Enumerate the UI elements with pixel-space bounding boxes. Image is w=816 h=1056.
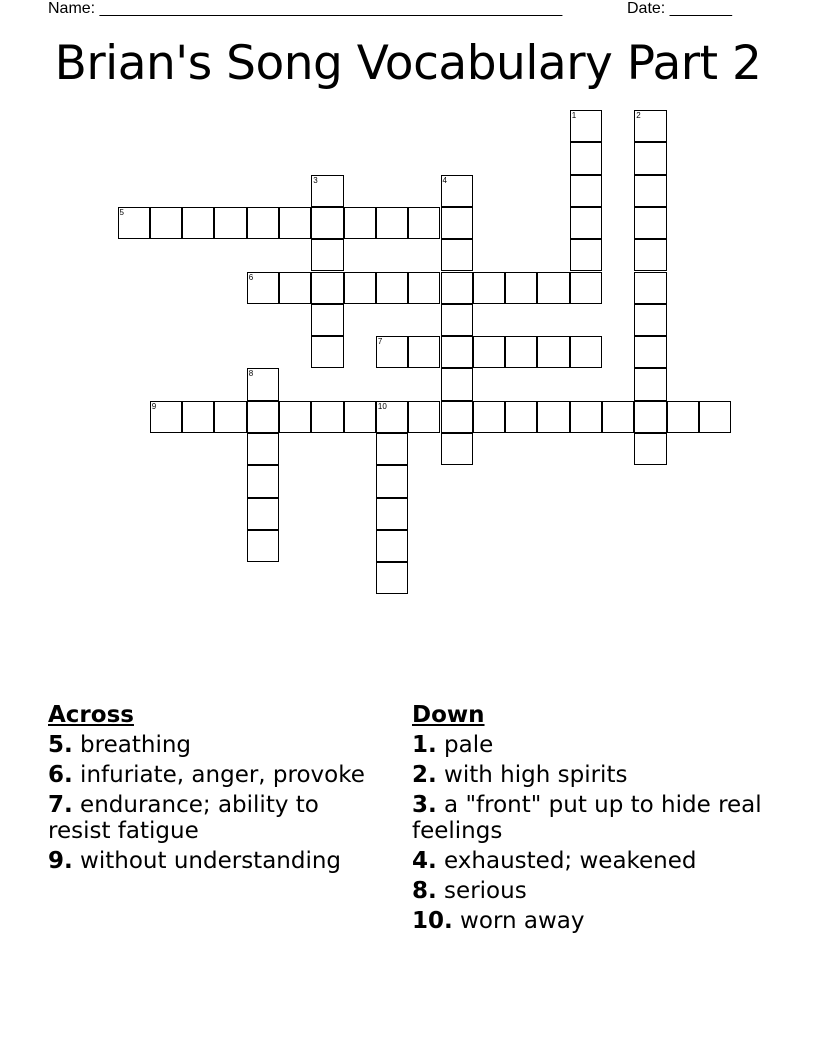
clue-number: 6. bbox=[48, 762, 73, 788]
clue-text: infuriate, anger, provoke bbox=[72, 762, 365, 788]
grid-cell[interactable] bbox=[376, 498, 408, 530]
grid-cell[interactable] bbox=[279, 401, 311, 433]
clue-number-label: 6 bbox=[248, 272, 254, 282]
grid-cell[interactable] bbox=[634, 401, 666, 433]
grid-cell[interactable] bbox=[441, 239, 473, 271]
clue-number-label: 4 bbox=[442, 175, 447, 185]
grid-cell[interactable] bbox=[311, 239, 343, 271]
grid-cell[interactable] bbox=[182, 207, 214, 239]
grid-cell[interactable] bbox=[441, 207, 473, 239]
grid-cell[interactable] bbox=[699, 401, 731, 433]
clue-text: serious bbox=[436, 878, 527, 904]
clue-number: 1. bbox=[412, 732, 437, 758]
grid-cell[interactable] bbox=[408, 207, 440, 239]
grid-cell[interactable] bbox=[150, 401, 182, 433]
grid-cell[interactable] bbox=[182, 401, 214, 433]
grid-cell[interactable] bbox=[570, 401, 602, 433]
down-clue bbox=[412, 878, 772, 904]
grid-cell[interactable] bbox=[344, 207, 376, 239]
clue-number: 4. bbox=[412, 848, 437, 874]
grid-cell[interactable] bbox=[247, 401, 279, 433]
down-clue bbox=[412, 732, 772, 758]
across-clues bbox=[48, 702, 388, 878]
grid-cell[interactable] bbox=[214, 207, 246, 239]
grid-cell[interactable] bbox=[311, 304, 343, 336]
grid-cell[interactable] bbox=[376, 530, 408, 562]
grid-cell[interactable] bbox=[376, 272, 408, 304]
clue-text: worn away bbox=[452, 908, 585, 934]
grid-cell[interactable] bbox=[634, 207, 666, 239]
grid-cell[interactable] bbox=[311, 207, 343, 239]
grid-cell[interactable] bbox=[118, 207, 150, 239]
across-clue bbox=[48, 762, 388, 788]
down-heading: Down bbox=[412, 702, 485, 728]
across-clue bbox=[48, 792, 388, 844]
grid-cell[interactable] bbox=[247, 465, 279, 497]
grid-cell[interactable] bbox=[247, 433, 279, 465]
grid-cell[interactable] bbox=[634, 304, 666, 336]
grid-cell[interactable] bbox=[602, 401, 634, 433]
clue-number: 10. bbox=[412, 908, 453, 934]
clue-number-label: 8 bbox=[248, 369, 254, 379]
clue-text: without understanding bbox=[72, 848, 342, 874]
grid-cell[interactable] bbox=[408, 401, 440, 433]
clue-number: 5. bbox=[48, 732, 73, 758]
grid-cell[interactable] bbox=[441, 368, 473, 400]
grid-cell[interactable] bbox=[473, 272, 505, 304]
grid-cell[interactable] bbox=[634, 368, 666, 400]
grid-cell[interactable] bbox=[570, 336, 602, 368]
grid-cell[interactable] bbox=[441, 336, 473, 368]
grid-cell[interactable] bbox=[570, 142, 602, 174]
grid-cell[interactable] bbox=[570, 272, 602, 304]
down-clues bbox=[412, 702, 772, 938]
name-line: Name: ____________________________________________________ bbox=[48, 0, 563, 17]
clue-number: 7. bbox=[48, 792, 73, 818]
page-title: Brian's Song Vocabulary Part 2 bbox=[54, 36, 762, 91]
clue-number-label: 1 bbox=[571, 111, 577, 120]
grid-cell[interactable] bbox=[150, 207, 182, 239]
across-clue bbox=[48, 732, 388, 758]
grid-cell[interactable] bbox=[570, 110, 602, 142]
grid-cell[interactable] bbox=[537, 336, 569, 368]
grid-cell[interactable] bbox=[247, 498, 279, 530]
grid-cell[interactable] bbox=[344, 272, 376, 304]
clue-number: 9. bbox=[48, 848, 73, 874]
grid-cell[interactable] bbox=[311, 175, 343, 207]
clue-text: endurance; ability to resist fatigue bbox=[48, 792, 319, 844]
grid-cell[interactable] bbox=[408, 336, 440, 368]
clue-text: with high spirits bbox=[436, 762, 628, 788]
grid-cell[interactable] bbox=[441, 175, 473, 207]
grid-cell[interactable] bbox=[376, 433, 408, 465]
grid-cell[interactable] bbox=[247, 368, 279, 400]
down-clue bbox=[412, 792, 772, 844]
grid-cell[interactable] bbox=[570, 207, 602, 239]
grid-cell[interactable] bbox=[376, 401, 408, 433]
grid-cell[interactable] bbox=[311, 336, 343, 368]
grid-cell[interactable] bbox=[634, 433, 666, 465]
grid-cell[interactable] bbox=[537, 272, 569, 304]
clue-number-label: 3 bbox=[313, 175, 318, 185]
date-line: Date: _______ bbox=[627, 0, 732, 17]
grid-cell[interactable] bbox=[247, 272, 279, 304]
grid-cell[interactable] bbox=[311, 401, 343, 433]
grid-cell[interactable] bbox=[441, 272, 473, 304]
clue-text: a "front" put up to hide real feelings bbox=[412, 792, 762, 844]
grid-cell[interactable] bbox=[505, 336, 537, 368]
clue-text: breathing bbox=[72, 732, 192, 758]
clue-number: 3. bbox=[412, 792, 437, 818]
grid-cell[interactable] bbox=[634, 336, 666, 368]
grid-cell[interactable] bbox=[667, 401, 699, 433]
grid-cell[interactable] bbox=[537, 401, 569, 433]
grid-cell[interactable] bbox=[570, 239, 602, 271]
grid-cell[interactable] bbox=[376, 562, 408, 594]
clue-number: 2. bbox=[412, 762, 437, 788]
grid-cell[interactable] bbox=[441, 304, 473, 336]
grid-cell[interactable] bbox=[247, 207, 279, 239]
clue-number-label: 10 bbox=[377, 401, 387, 411]
grid-cell[interactable] bbox=[376, 465, 408, 497]
clue-number-label: 5 bbox=[119, 207, 124, 217]
grid-cell[interactable] bbox=[441, 401, 473, 433]
clue-text: pale bbox=[436, 732, 494, 758]
clue-text: exhausted; weakened bbox=[436, 848, 697, 874]
grid-cell[interactable] bbox=[311, 272, 343, 304]
clue-number: 8. bbox=[412, 878, 437, 904]
grid-cell[interactable] bbox=[634, 175, 666, 207]
down-clue bbox=[412, 908, 772, 934]
across-heading: Across bbox=[48, 702, 134, 728]
grid-cell[interactable] bbox=[473, 401, 505, 433]
clue-number-label: 7 bbox=[377, 337, 383, 347]
grid-cell[interactable] bbox=[247, 530, 279, 562]
grid-cell[interactable] bbox=[634, 239, 666, 271]
grid-cell[interactable] bbox=[505, 272, 537, 304]
grid-cell[interactable] bbox=[279, 207, 311, 239]
grid-cell[interactable] bbox=[408, 272, 440, 304]
down-clue bbox=[412, 848, 772, 874]
grid-cell[interactable] bbox=[279, 272, 311, 304]
grid-cell[interactable] bbox=[634, 142, 666, 174]
grid-cell[interactable] bbox=[473, 336, 505, 368]
clue-number-label: 2 bbox=[636, 111, 641, 120]
grid-cell[interactable] bbox=[634, 110, 666, 142]
grid-cell[interactable] bbox=[634, 272, 666, 304]
grid-cell[interactable] bbox=[570, 175, 602, 207]
across-clue bbox=[48, 848, 388, 874]
clue-number-label: 9 bbox=[151, 401, 157, 411]
grid-cell[interactable] bbox=[344, 401, 376, 433]
grid-cell[interactable] bbox=[505, 401, 537, 433]
grid-cell[interactable] bbox=[214, 401, 246, 433]
grid-cell[interactable] bbox=[441, 433, 473, 465]
down-clue bbox=[412, 762, 772, 788]
grid-cell[interactable] bbox=[376, 336, 408, 368]
grid-cell[interactable] bbox=[376, 207, 408, 239]
